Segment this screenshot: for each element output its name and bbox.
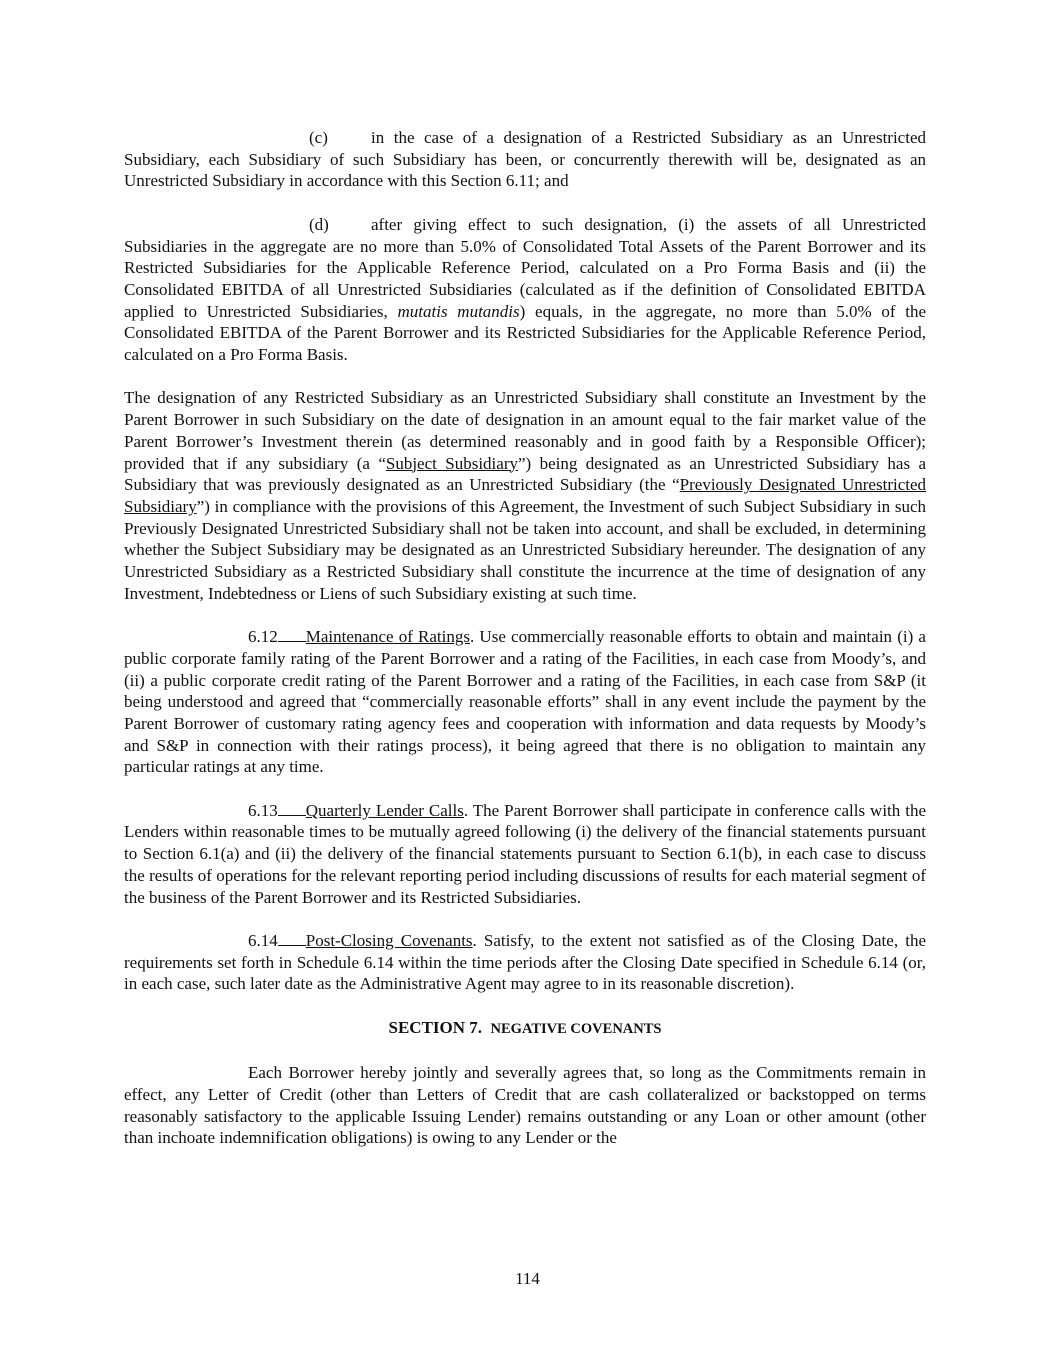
designation-text-3: ”) in compliance with the provisions of this Agreement, the Investment of such Subject Subsidiary in such Previously Designated Unrestricted Subsidiary shall not be taken into account, and shall be excluded, in determining whether the Subject Subsidiary may be designated as an Unrestricted Subsidiary hereunder. The designation of any Unrestricted Subsidiary as a Restricted Subsidiary shall constitute the incurrence at the time of designation of any Investment, Indebtedness or Liens of such Subsidiary existing at such time. (124, 496, 926, 603)
page-number: 114 (515, 1269, 540, 1288)
clause-d-text-1: after giving effect to such designation, (i) the assets of all Unrestricted Subsidiaries in the aggregate are no more than 5.0% of Consolidated Total Assets of the Parent Borrower and its Restricted Subsidiaries for the Applicable Reference Period, calculated on a Pro Forma Basis and (ii) the Consolidated EBITDA of all Unrestricted Subsidiaries (calculated as if the definition of Consolidated EBITDA applied to Unrestricted Subsidiaries, (124, 214, 926, 321)
section-6-12-text: . Use commercially reasonable efforts to obtain and maintain (i) a public corporate family rating of the Parent Borrower and a rating of the Facilities, in each case from Moody’s, and (ii) a public corporate credit rating of the Parent Borrower and a rating of the Facilities, in each case from S&P (it being understood and agreed that “commercially reasonable efforts” shall in any event include the payment by the Parent Borrower of customary rating agency fees and cooperation with information and data requests by Moody’s and S&P in connection with their ratings process), it being agreed that there is no obligation to maintain any particular ratings at any time. (124, 627, 926, 777)
defined-term-subject-subsidiary: Subject Subsidiary (385, 453, 518, 473)
underline-gap (278, 931, 306, 946)
section-6-13-number: 6.13 (248, 800, 278, 820)
section-6-13 (124, 800, 926, 909)
section-7-intro (124, 1062, 926, 1149)
designation-paragraph (124, 387, 926, 604)
designation-text-2: ”) being designated as an Unrestricted Subsidiary has a Subsidiary that was previously designated as an Unrestricted Subsidiary (the “ (124, 453, 926, 495)
underline-gap (278, 801, 306, 816)
designation-text-1: The designation of any Restricted Subsidiary as an Unrestricted Subsidiary shall constitute an Investment by the Parent Borrower in such Subsidiary on the date of designation in an amount equal to the fair market value of the Parent Borrower’s Investment therein (as determined reasonably and in good faith by a Responsible Officer); provided that if any subsidiary (a “ (124, 388, 926, 473)
section-7-title: NEGATIVE COVENANTS (490, 1020, 662, 1037)
underline-gap (278, 627, 306, 642)
page-body (124, 127, 926, 1171)
section-6-14-text: . Satisfy, to the extent not satisfied as of the Closing Date, the requirements set forth in Schedule 6.14 within the time periods after the Closing Date specified in Schedule 6.14 (or, in each case, such later date as the Administrative Agent may agree to in its reasonable discretion). (124, 930, 927, 994)
section-6-12-number: 6.12 (248, 627, 278, 647)
clause-d-italic: mutatis mutandis (397, 301, 520, 321)
section-6-14 (124, 930, 926, 995)
defined-term-previously-designated: Previously Designated Unrestricted Subsidiary (124, 475, 927, 516)
clause-d (124, 214, 926, 366)
clause-d-marker: (d) (309, 214, 329, 234)
section-6-13-title: Quarterly Lender Calls (305, 800, 464, 820)
section-6-12-title: Maintenance of Ratings (305, 627, 470, 647)
clause-c-marker: (c) (309, 128, 328, 147)
clause-c (124, 127, 926, 192)
clause-c-text: in the case of a designation of a Restricted Subsidiary as an Unrestricted Subsidiary, each Subsidiary of such Subsidiary has been, or concurrently therewith will be, designated as an Unrestricted Subsidiary in accordance with this Section 6.11; and (124, 128, 926, 191)
section-6-13-text: . The Parent Borrower shall participate in conference calls with the Lenders within reasonable times to be mutually agreed following (i) the delivery of the financial statements pursuant to Section 6.1(a) and (ii) the delivery of the financial statements pursuant to Section 6.1(b), in each case to discuss the results of operations for the relevant reporting period including discussions of results for each material segment of the business of the Parent Borrower and its Restricted Subsidiaries. (124, 800, 926, 907)
section-6-14-title: Post-Closing Covenants (305, 930, 473, 950)
section-7-heading (124, 1017, 926, 1041)
clause-d-text-2: ) equals, in the aggregate, no more than 5.0% of the Consolidated EBITDA of the Parent Borrower and its Restricted Subsidiaries for the Applicable Reference Period, calculated on a Pro Forma Basis. (124, 301, 927, 365)
section-6-14-number: 6.14 (248, 930, 278, 950)
section-7-text: Each Borrower hereby jointly and severally agrees that, so long as the Commitments remain in effect, any Letter of Credit (other than Letters of Credit that are cash collateralized or backstopped on terms reasonably satisfactory to the applicable Issuing Lender) remains outstanding or any Loan or other amount (other than inchoate indemnification obligations) is owing to any Lender or the (124, 1063, 926, 1148)
section-7-prefix: SECTION 7. (388, 1017, 483, 1037)
section-6-12 (124, 626, 926, 778)
